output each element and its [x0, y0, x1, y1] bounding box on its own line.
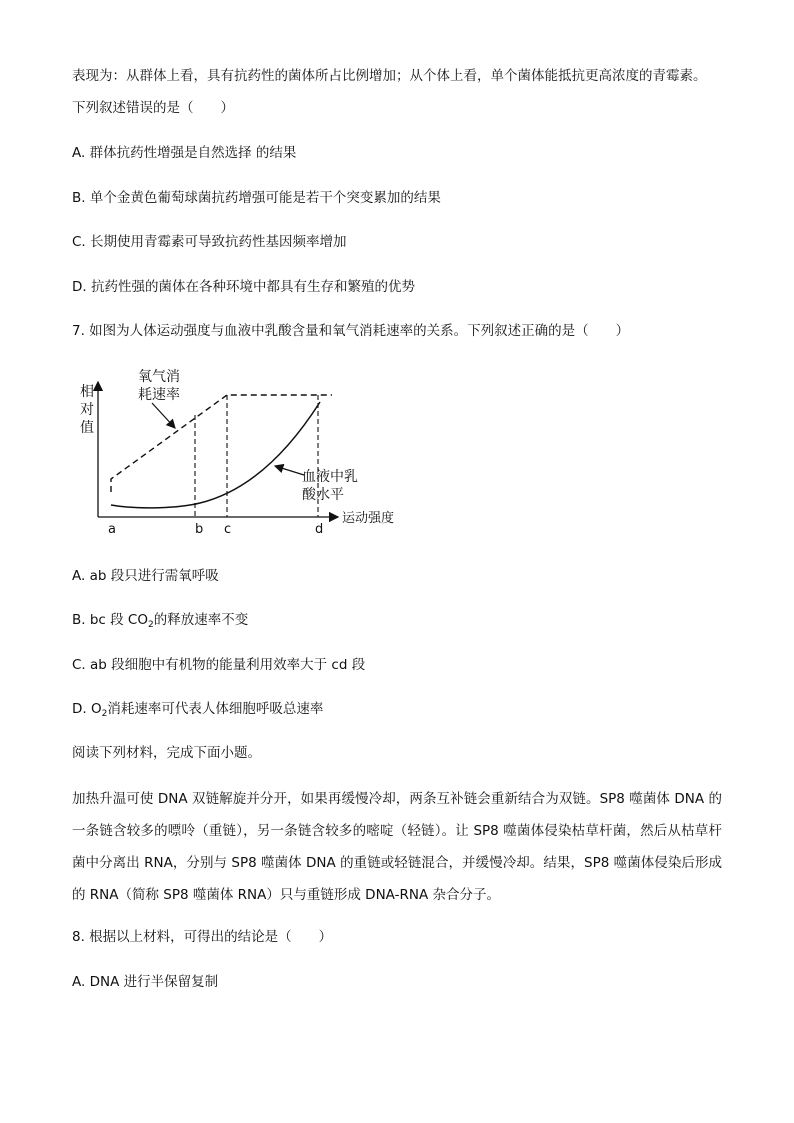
q7-option-d-post: 消耗速率可代表人体细胞呼吸总速率 [107, 701, 324, 717]
q7-option-b-pre: B. bc 段 CO [72, 612, 148, 628]
oxygen-consumption-curve [111, 395, 332, 492]
tick-b: b [195, 522, 204, 537]
q6-intro-line-2: 下列叙述错误的是（ ） [72, 100, 234, 116]
q6-intro-line-1: 表现为：从群体上看，具有抗药性的菌体所占比例增加；从个体上看，单个菌体能抵抗更高浓度的青霉素。 [72, 68, 707, 84]
y-axis-label-char-3: 值 [80, 420, 94, 436]
q8-option-a: A. DNA 进行半保留复制 [72, 974, 219, 990]
q8-stem: 8. 根据以上材料，可得出的结论是（ ） [72, 929, 333, 945]
lactate-label-pointer [275, 466, 304, 475]
q6-option-a: A. 群体抗药性增强是自然选择 的结果 [72, 145, 297, 161]
oxygen-label-pointer [152, 403, 175, 428]
y-axis-label-char-2: 对 [80, 402, 94, 418]
reading-instruction: 阅读下列材料，完成下面小题。 [72, 745, 261, 761]
q7-option-b [72, 610, 248, 630]
lactate-curve [111, 402, 320, 508]
lactate-label-line-2: 酸水平 [302, 487, 344, 503]
q7-option-c: C. ab 段细胞中有机物的能量利用效率大于 cd 段 [72, 657, 366, 673]
oxygen-label-line-2: 耗速率 [138, 387, 180, 403]
q7-option-d-sub: 2 [101, 709, 108, 719]
q7-figure [70, 362, 410, 542]
reading-material: 加热升温可使 DNA 双链解旋并分开，如果再缓慢冷却，两条互补链会重新结合为双链。SP8 噬菌体 DNA 的一条链含较多的嘌呤（重链），另一条链含较多的嘧啶（轻链）。让 SP8 噬菌体侵染枯草杆菌，然后从枯草杆菌中分离出 RNA，分别与 SP8 噬菌体 DNA 的重链或轻链混合，并缓慢冷却。结果，SP8 噬菌体侵染后形成的 RNA（简称 SP8 噬菌体 RNA）只与重链形成 DNA-RNA 杂合分子。 [72, 791, 722, 903]
q7-option-d-pre: D. O [72, 701, 102, 717]
q7-option-a: A. ab 段只进行需氧呼吸 [72, 568, 219, 584]
x-axis-label: 运动强度 [342, 511, 395, 526]
q7-option-b-post: 的释放速率不变 [153, 612, 249, 628]
q7-option-b-sub: 2 [147, 620, 154, 630]
q7-option-d [72, 699, 323, 719]
q6-option-c: C. 长期使用青霉素可导致抗药性基因频率增加 [72, 234, 347, 250]
oxygen-label-line-1: 氧气消 [138, 369, 180, 385]
tick-c: c [224, 522, 232, 537]
y-axis-label-char-1: 相 [80, 384, 94, 400]
tick-d: d [315, 522, 324, 537]
tick-a: a [108, 522, 116, 537]
q7-stem: 7. 如图为人体运动强度与血液中乳酸含量和氧气消耗速率的关系。下列叙述正确的是（ ） [72, 323, 630, 339]
q6-option-b: B. 单个金黄色葡萄球菌抗药增强可能是若干个突变累加的结果 [72, 190, 441, 206]
lactate-label-line-1: 血液中乳 [302, 469, 358, 485]
q6-option-d: D. 抗药性强的菌体在各种环境中都具有生存和繁殖的优势 [72, 279, 415, 295]
